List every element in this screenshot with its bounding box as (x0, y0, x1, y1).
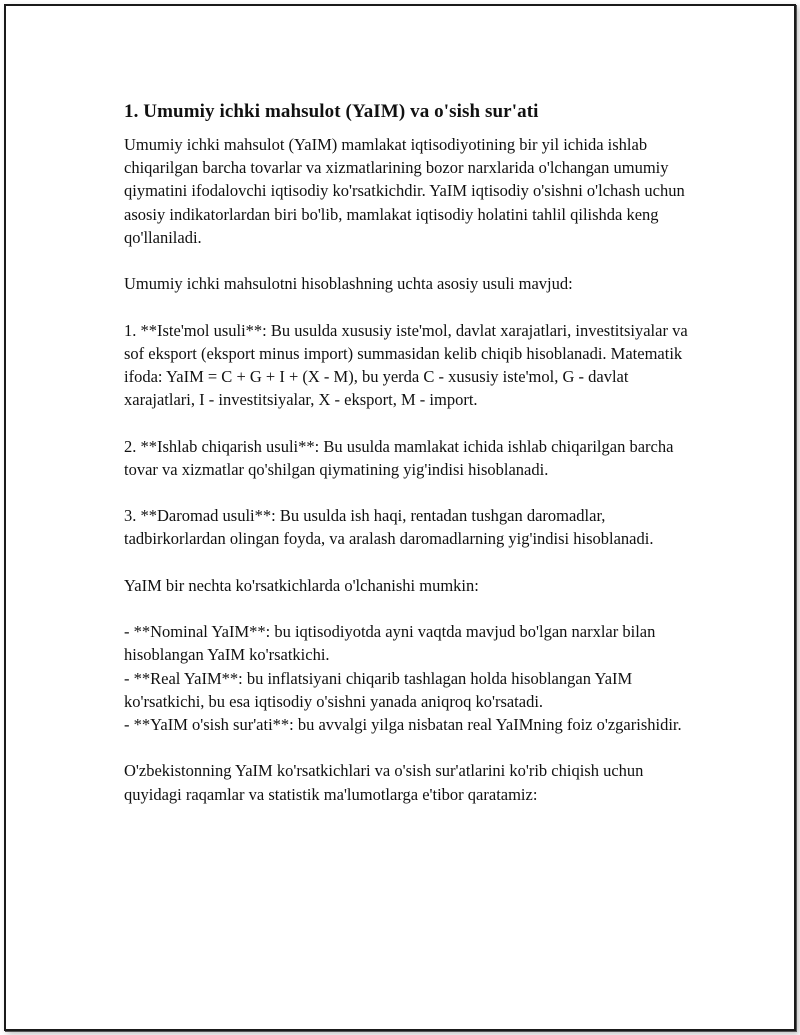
methods-intro-paragraph: Umumiy ichki mahsulotni hisoblashning uchta asosiy usuli mavjud: (124, 274, 573, 294)
list-item-nominal: - **Nominal YaIM**: bu iqtisodiyotda ayni vaqtda mavjud bo'lgan narxlar bilan hisoblangan YaIM ko'rsatkichi. (124, 622, 656, 665)
list-item-growth-rate: - **YaIM o'sish sur'ati**: bu avvalgi yilga nisbatan real YaIMning foiz o'zgarishidir. (124, 714, 682, 734)
method-income-paragraph: 3. **Daromad usuli**: Bu usulda ish haqi, rentadan tushgan daromadlar, tadbirkorlardan olingan foyda, va aralash daromadlarning yig'indisi hisoblanadi. (124, 506, 654, 549)
indicators-intro-paragraph: YaIM bir nechta ko'rsatkichlarda o'lchanishi mumkin: (124, 575, 479, 595)
closing-paragraph: O'zbekistonning YaIM ko'rsatkichlari va o'sish sur'atlarini ko'rib chiqish uchun quyidagi raqamlar va statistik ma'lumotlarga e'tibor qaratamiz: (124, 761, 644, 804)
method-production-paragraph: 2. **Ishlab chiqarish usuli**: Bu usulda mamlakat ichida ishlab chiqarilgan barcha tovar va xizmatlar qo'shilgan qiymatining yig'indisi hisoblanadi. (124, 436, 674, 479)
list-item-real: - **Real YaIM**: bu inflatsiyani chiqarib tashlagan holda hisoblangan YaIM ko'rsatkichi, bu esa iqtisodiy o'sishni yanada aniqroq ko'rsatadi. (124, 668, 633, 711)
document-body (124, 99, 694, 829)
intro-paragraph: Umumiy ichki mahsulot (YaIM) mamlakat iqtisodiyotining bir yil ichida ishlab chiqarilgan barcha tovarlar va xizmatlarining bozor narxlarida o'lchangan umumiy qiymatini ifodalovchi iqtisodiy ko'rsatkichdir. YaIM iqtisodiy o'sishni o'lchash uchun asosiy indikatorlardan biri bo'lib, mamlakat iqtisodiy holatini tahlil qilishda keng qo'llaniladi. (124, 135, 685, 247)
indicator-list (124, 620, 694, 736)
section-heading: 1. Umumiy ichki mahsulot (YaIM) va o'sish sur'ati (124, 101, 539, 122)
method-consumption-paragraph: 1. **Iste'mol usuli**: Bu usulda xususiy iste'mol, davlat xarajatlari, investitsiyalar va sof eksport (eksport minus import) summasidan kelib chiqib hisoblanadi. Matematik ifoda: YaIM = C + G + I + (X - M), bu yerda C - xususiy iste'mol, G - davlat xarajatlari, I - investitsiyalar, X - eksport, M - import. (124, 320, 688, 410)
document-page (4, 4, 796, 1031)
